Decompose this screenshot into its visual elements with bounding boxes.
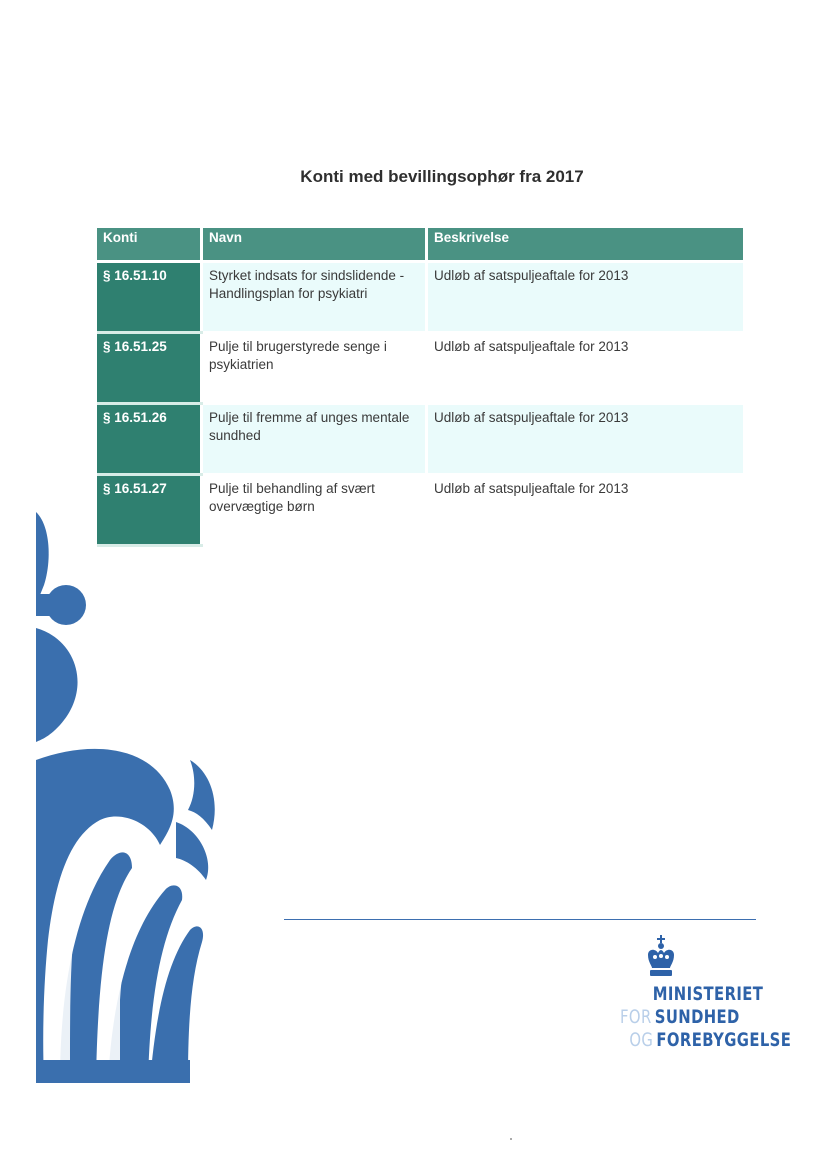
logo-word-sundhed: SUNDHED	[654, 1006, 740, 1028]
navn-cell: Styrket indsats for sindslidende - Handlingsplan for psykiatri	[202, 262, 427, 333]
page-title: Konti med bevillingsophør fra 2017	[300, 167, 584, 186]
logo-word-forebyggelse: FOREBYGGELSE	[656, 1029, 792, 1051]
beskrivelse-cell: Udløb af satspuljeaftale for 2013	[427, 262, 744, 333]
royal-crown-icon	[620, 935, 770, 979]
logo-line-ministeriet: MINISTERIET	[652, 983, 764, 1005]
logo-line-sundhed	[620, 1006, 740, 1029]
header-konti: Konti	[97, 228, 202, 262]
header-navn: Navn	[202, 228, 427, 262]
konti-cell: § 16.51.26	[97, 404, 202, 475]
logo-prefix-og: OG	[629, 1029, 654, 1051]
konti-cell: § 16.51.27	[97, 475, 202, 546]
beskrivelse-cell: Udløb af satspuljeaftale for 2013	[427, 404, 744, 475]
beskrivelse-cell: Udløb af satspuljeaftale for 2013	[427, 333, 744, 404]
konti-cell: § 16.51.25	[97, 333, 202, 404]
crown-ornament-watermark	[0, 0, 240, 1100]
footer-rule	[284, 919, 756, 920]
beskrivelse-cell: Udløb af satspuljeaftale for 2013	[427, 475, 744, 546]
logo-line-forebyggelse	[620, 1029, 792, 1052]
konti-cell: § 16.51.10	[97, 262, 202, 333]
ministry-logo	[620, 935, 792, 1065]
scan-speck	[510, 1138, 512, 1140]
header-beskrivelse: Beskrivelse	[427, 228, 744, 262]
navn-cell: Pulje til behandling af svært overvægtige børn	[202, 475, 427, 546]
navn-cell: Pulje til fremme af unges mentale sundhed	[202, 404, 427, 475]
navn-cell: Pulje til brugerstyrede senge i psykiatrien	[202, 333, 427, 404]
logo-prefix-for: FOR	[620, 1006, 652, 1028]
